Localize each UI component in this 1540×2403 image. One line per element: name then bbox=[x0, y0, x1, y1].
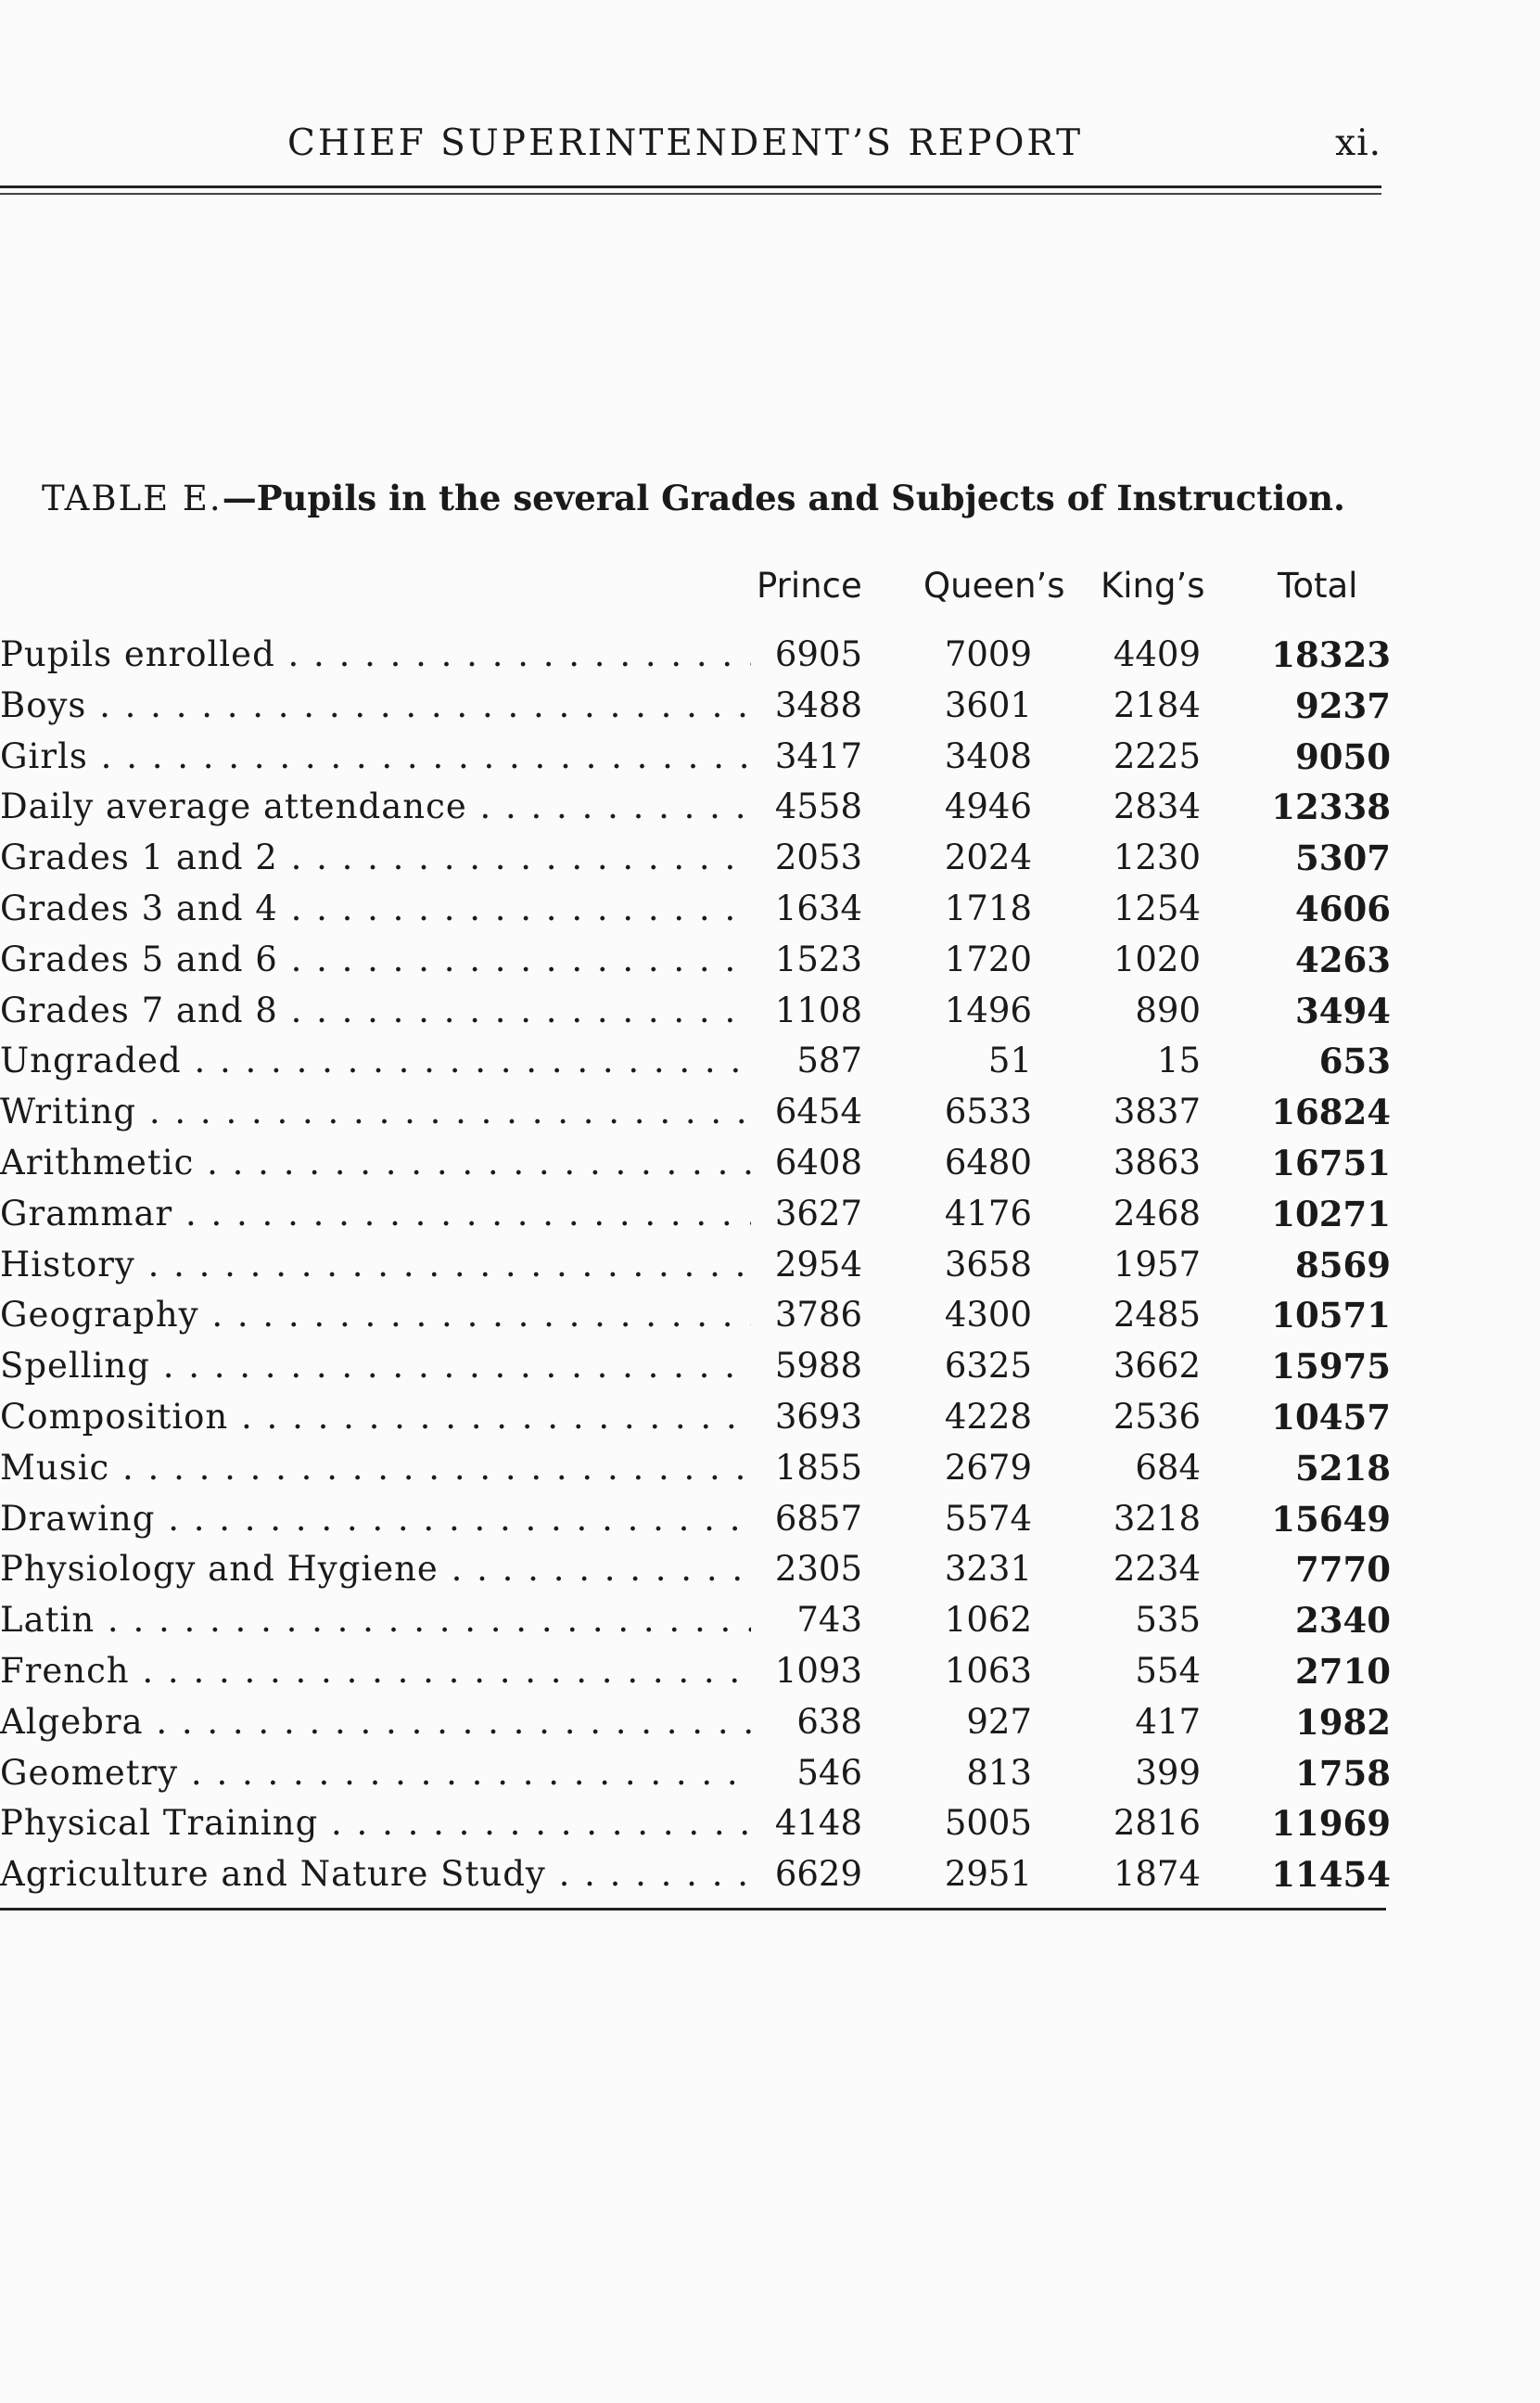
cell-kings: 417 bbox=[1135, 1701, 1201, 1742]
cell-kings: 3662 bbox=[1113, 1346, 1201, 1387]
row-label: French . . . bbox=[0, 1651, 751, 1691]
column-header-kings: King’s bbox=[1101, 566, 1205, 606]
table-row bbox=[0, 1342, 1540, 1393]
cell-prince: 2053 bbox=[774, 837, 862, 878]
row-label: Ungraded . . . bbox=[0, 1041, 751, 1080]
cell-queens: 3658 bbox=[944, 1244, 1032, 1285]
row-label: Writing . . . bbox=[0, 1092, 751, 1131]
cell-queens: 2951 bbox=[944, 1854, 1032, 1895]
cell-kings: 1020 bbox=[1113, 939, 1201, 979]
cell-queens: 1720 bbox=[944, 939, 1032, 979]
row-label: Daily average attendance . . . bbox=[0, 786, 751, 826]
cell-kings: 684 bbox=[1135, 1447, 1201, 1488]
cell-total: 15649 bbox=[1271, 1498, 1391, 1540]
cell-prince: 1523 bbox=[774, 939, 862, 979]
cell-prince: 6454 bbox=[774, 1092, 862, 1132]
row-label: History . . . bbox=[0, 1245, 751, 1285]
running-title: CHIEF SUPERINTENDENT’S REPORT bbox=[287, 122, 1084, 164]
table-row bbox=[0, 1190, 1540, 1241]
cell-total: 12338 bbox=[1271, 786, 1391, 828]
cell-queens: 5005 bbox=[944, 1803, 1032, 1844]
row-label: Boys . . . bbox=[0, 685, 751, 725]
cell-kings: 4409 bbox=[1113, 634, 1201, 674]
table-row bbox=[0, 682, 1540, 733]
column-headers bbox=[0, 566, 1540, 612]
table-row bbox=[0, 1241, 1540, 1292]
cell-prince: 743 bbox=[796, 1600, 862, 1641]
cell-kings: 2234 bbox=[1113, 1549, 1201, 1590]
cell-prince: 3417 bbox=[774, 735, 862, 776]
cell-prince: 546 bbox=[796, 1752, 862, 1793]
cell-queens: 3408 bbox=[944, 735, 1032, 776]
cell-prince: 3693 bbox=[774, 1396, 862, 1437]
cell-kings: 2184 bbox=[1113, 684, 1201, 725]
cell-total: 4606 bbox=[1295, 888, 1391, 929]
cell-prince: 3627 bbox=[774, 1193, 862, 1233]
row-label: Arithmetic . . . bbox=[0, 1143, 751, 1182]
row-label: Music . . . bbox=[0, 1448, 751, 1488]
table-row bbox=[0, 733, 1540, 784]
cell-kings: 3863 bbox=[1113, 1142, 1201, 1182]
row-label: Agriculture and Nature Study . . . bbox=[0, 1854, 751, 1894]
cell-total: 9237 bbox=[1295, 684, 1391, 726]
table-row bbox=[0, 987, 1540, 1038]
row-label: Latin . . . bbox=[0, 1600, 751, 1640]
row-label: Grades 3 and 4 . . . bbox=[0, 888, 751, 928]
cell-prince: 1093 bbox=[774, 1650, 862, 1691]
cell-prince: 3786 bbox=[774, 1295, 862, 1336]
cell-kings: 1230 bbox=[1113, 837, 1201, 878]
cell-queens: 4300 bbox=[944, 1295, 1032, 1336]
cell-prince: 2305 bbox=[774, 1549, 862, 1590]
cell-total: 16751 bbox=[1271, 1142, 1391, 1183]
cell-total: 10571 bbox=[1271, 1295, 1391, 1336]
table-row bbox=[0, 834, 1540, 885]
table-body bbox=[0, 631, 1540, 1901]
row-label: Physical Training . . . bbox=[0, 1803, 751, 1843]
table-row bbox=[0, 1088, 1540, 1139]
table-title bbox=[42, 478, 1345, 518]
table-row bbox=[0, 1647, 1540, 1698]
row-label: Geography . . . bbox=[0, 1295, 751, 1335]
table-row bbox=[0, 885, 1540, 936]
cell-total: 4263 bbox=[1295, 939, 1391, 980]
cell-prince: 6629 bbox=[774, 1854, 862, 1895]
cell-queens: 1062 bbox=[944, 1600, 1032, 1641]
header-rule-secondary bbox=[0, 193, 1381, 195]
table-row bbox=[0, 1444, 1540, 1495]
cell-queens: 1063 bbox=[944, 1650, 1032, 1691]
cell-kings: 15 bbox=[1156, 1041, 1201, 1081]
cell-total: 2710 bbox=[1295, 1650, 1391, 1692]
cell-prince: 6857 bbox=[774, 1498, 862, 1539]
cell-total: 653 bbox=[1318, 1041, 1391, 1082]
cell-kings: 890 bbox=[1135, 990, 1201, 1030]
cell-total: 15975 bbox=[1271, 1346, 1391, 1387]
cell-kings: 554 bbox=[1135, 1650, 1201, 1691]
cell-total: 3494 bbox=[1295, 990, 1391, 1031]
cell-total: 5218 bbox=[1295, 1447, 1391, 1489]
column-header-prince: Prince bbox=[757, 566, 862, 606]
row-label: Grades 1 and 2 . . . bbox=[0, 837, 751, 877]
cell-prince: 3488 bbox=[774, 684, 862, 725]
cell-queens: 813 bbox=[966, 1752, 1032, 1793]
cell-queens: 4946 bbox=[944, 786, 1032, 827]
row-label: Algebra . . . bbox=[0, 1702, 751, 1742]
row-label: Composition . . . bbox=[0, 1397, 751, 1437]
table-row bbox=[0, 1596, 1540, 1647]
table-title-text: —Pupils in the several Grades and Subjects of Instruction. bbox=[222, 478, 1345, 518]
cell-queens: 6480 bbox=[944, 1142, 1032, 1182]
cell-queens: 7009 bbox=[944, 634, 1032, 674]
cell-queens: 1718 bbox=[944, 888, 1032, 928]
cell-total: 5307 bbox=[1295, 837, 1391, 879]
cell-queens: 51 bbox=[987, 1041, 1032, 1081]
cell-total: 1758 bbox=[1295, 1752, 1391, 1794]
cell-prince: 1855 bbox=[774, 1447, 862, 1488]
table-row bbox=[0, 631, 1540, 682]
cell-queens: 2024 bbox=[944, 837, 1032, 878]
cell-queens: 2679 bbox=[944, 1447, 1032, 1488]
row-label: Spelling . . . bbox=[0, 1346, 751, 1386]
cell-kings: 1957 bbox=[1113, 1244, 1201, 1285]
cell-kings: 2485 bbox=[1113, 1295, 1201, 1336]
cell-queens: 1496 bbox=[944, 990, 1032, 1030]
table-row bbox=[0, 1291, 1540, 1342]
row-label: Physiology and Hygiene . . . bbox=[0, 1549, 751, 1589]
row-label: Grades 7 and 8 . . . bbox=[0, 991, 751, 1030]
cell-queens: 4176 bbox=[944, 1193, 1032, 1233]
cell-queens: 927 bbox=[966, 1701, 1032, 1742]
cell-total: 8569 bbox=[1295, 1244, 1391, 1285]
cell-total: 7770 bbox=[1295, 1549, 1391, 1591]
page-number: xi. bbox=[1335, 122, 1381, 164]
cell-kings: 2536 bbox=[1113, 1396, 1201, 1437]
header-rule bbox=[0, 185, 1381, 188]
cell-kings: 399 bbox=[1135, 1752, 1201, 1793]
cell-kings: 2816 bbox=[1113, 1803, 1201, 1844]
row-label: Pupils enrolled . . . bbox=[0, 634, 751, 674]
row-label: Grammar . . . bbox=[0, 1194, 751, 1233]
cell-total: 10457 bbox=[1271, 1396, 1391, 1438]
cell-total: 1982 bbox=[1295, 1701, 1391, 1743]
table-row bbox=[0, 1545, 1540, 1596]
cell-kings: 1254 bbox=[1113, 888, 1201, 928]
cell-total: 18323 bbox=[1271, 634, 1391, 675]
row-label: Drawing . . . bbox=[0, 1499, 751, 1539]
row-label: Girls . . . bbox=[0, 736, 751, 776]
row-label: Geometry . . . bbox=[0, 1753, 751, 1793]
cell-total: 10271 bbox=[1271, 1193, 1391, 1234]
cell-kings: 3218 bbox=[1113, 1498, 1201, 1539]
cell-prince: 2954 bbox=[774, 1244, 862, 1285]
column-header-total: Total bbox=[1278, 566, 1358, 606]
table-title-label: TABLE E. bbox=[42, 479, 223, 518]
cell-kings: 2468 bbox=[1113, 1193, 1201, 1233]
table-row bbox=[0, 1749, 1540, 1800]
cell-kings: 2834 bbox=[1113, 786, 1201, 827]
cell-prince: 5988 bbox=[774, 1346, 862, 1387]
cell-prince: 4558 bbox=[774, 786, 862, 827]
cell-total: 9050 bbox=[1295, 735, 1391, 777]
cell-prince: 4148 bbox=[774, 1803, 862, 1844]
cell-total: 2340 bbox=[1295, 1600, 1391, 1642]
cell-kings: 2225 bbox=[1113, 735, 1201, 776]
cell-prince: 638 bbox=[796, 1701, 862, 1742]
page-header bbox=[287, 122, 1381, 169]
table-row bbox=[0, 1037, 1540, 1088]
cell-prince: 6905 bbox=[774, 634, 862, 674]
table-row bbox=[0, 936, 1540, 987]
table-row bbox=[0, 1799, 1540, 1850]
cell-total: 11454 bbox=[1271, 1854, 1391, 1896]
table-row bbox=[0, 1850, 1540, 1901]
cell-total: 16824 bbox=[1271, 1092, 1391, 1133]
table-row bbox=[0, 1495, 1540, 1546]
cell-queens: 4228 bbox=[944, 1396, 1032, 1437]
cell-queens: 3601 bbox=[944, 684, 1032, 725]
row-label: Grades 5 and 6 . . . bbox=[0, 939, 751, 979]
table-row bbox=[0, 1139, 1540, 1190]
cell-queens: 6325 bbox=[944, 1346, 1032, 1387]
cell-queens: 5574 bbox=[944, 1498, 1032, 1539]
cell-total: 11969 bbox=[1271, 1803, 1391, 1845]
cell-kings: 3837 bbox=[1113, 1092, 1201, 1132]
column-header-queens: Queen’s bbox=[923, 566, 1065, 606]
cell-prince: 1634 bbox=[774, 888, 862, 928]
cell-prince: 587 bbox=[796, 1041, 862, 1081]
cell-prince: 6408 bbox=[774, 1142, 862, 1182]
cell-kings: 535 bbox=[1135, 1600, 1201, 1641]
table-row bbox=[0, 783, 1540, 834]
table-row bbox=[0, 1698, 1540, 1749]
table-bottom-rule bbox=[0, 1908, 1386, 1911]
cell-prince: 1108 bbox=[774, 990, 862, 1030]
cell-kings: 1874 bbox=[1113, 1854, 1201, 1895]
cell-queens: 6533 bbox=[944, 1092, 1032, 1132]
table-row bbox=[0, 1393, 1540, 1444]
cell-queens: 3231 bbox=[944, 1549, 1032, 1590]
